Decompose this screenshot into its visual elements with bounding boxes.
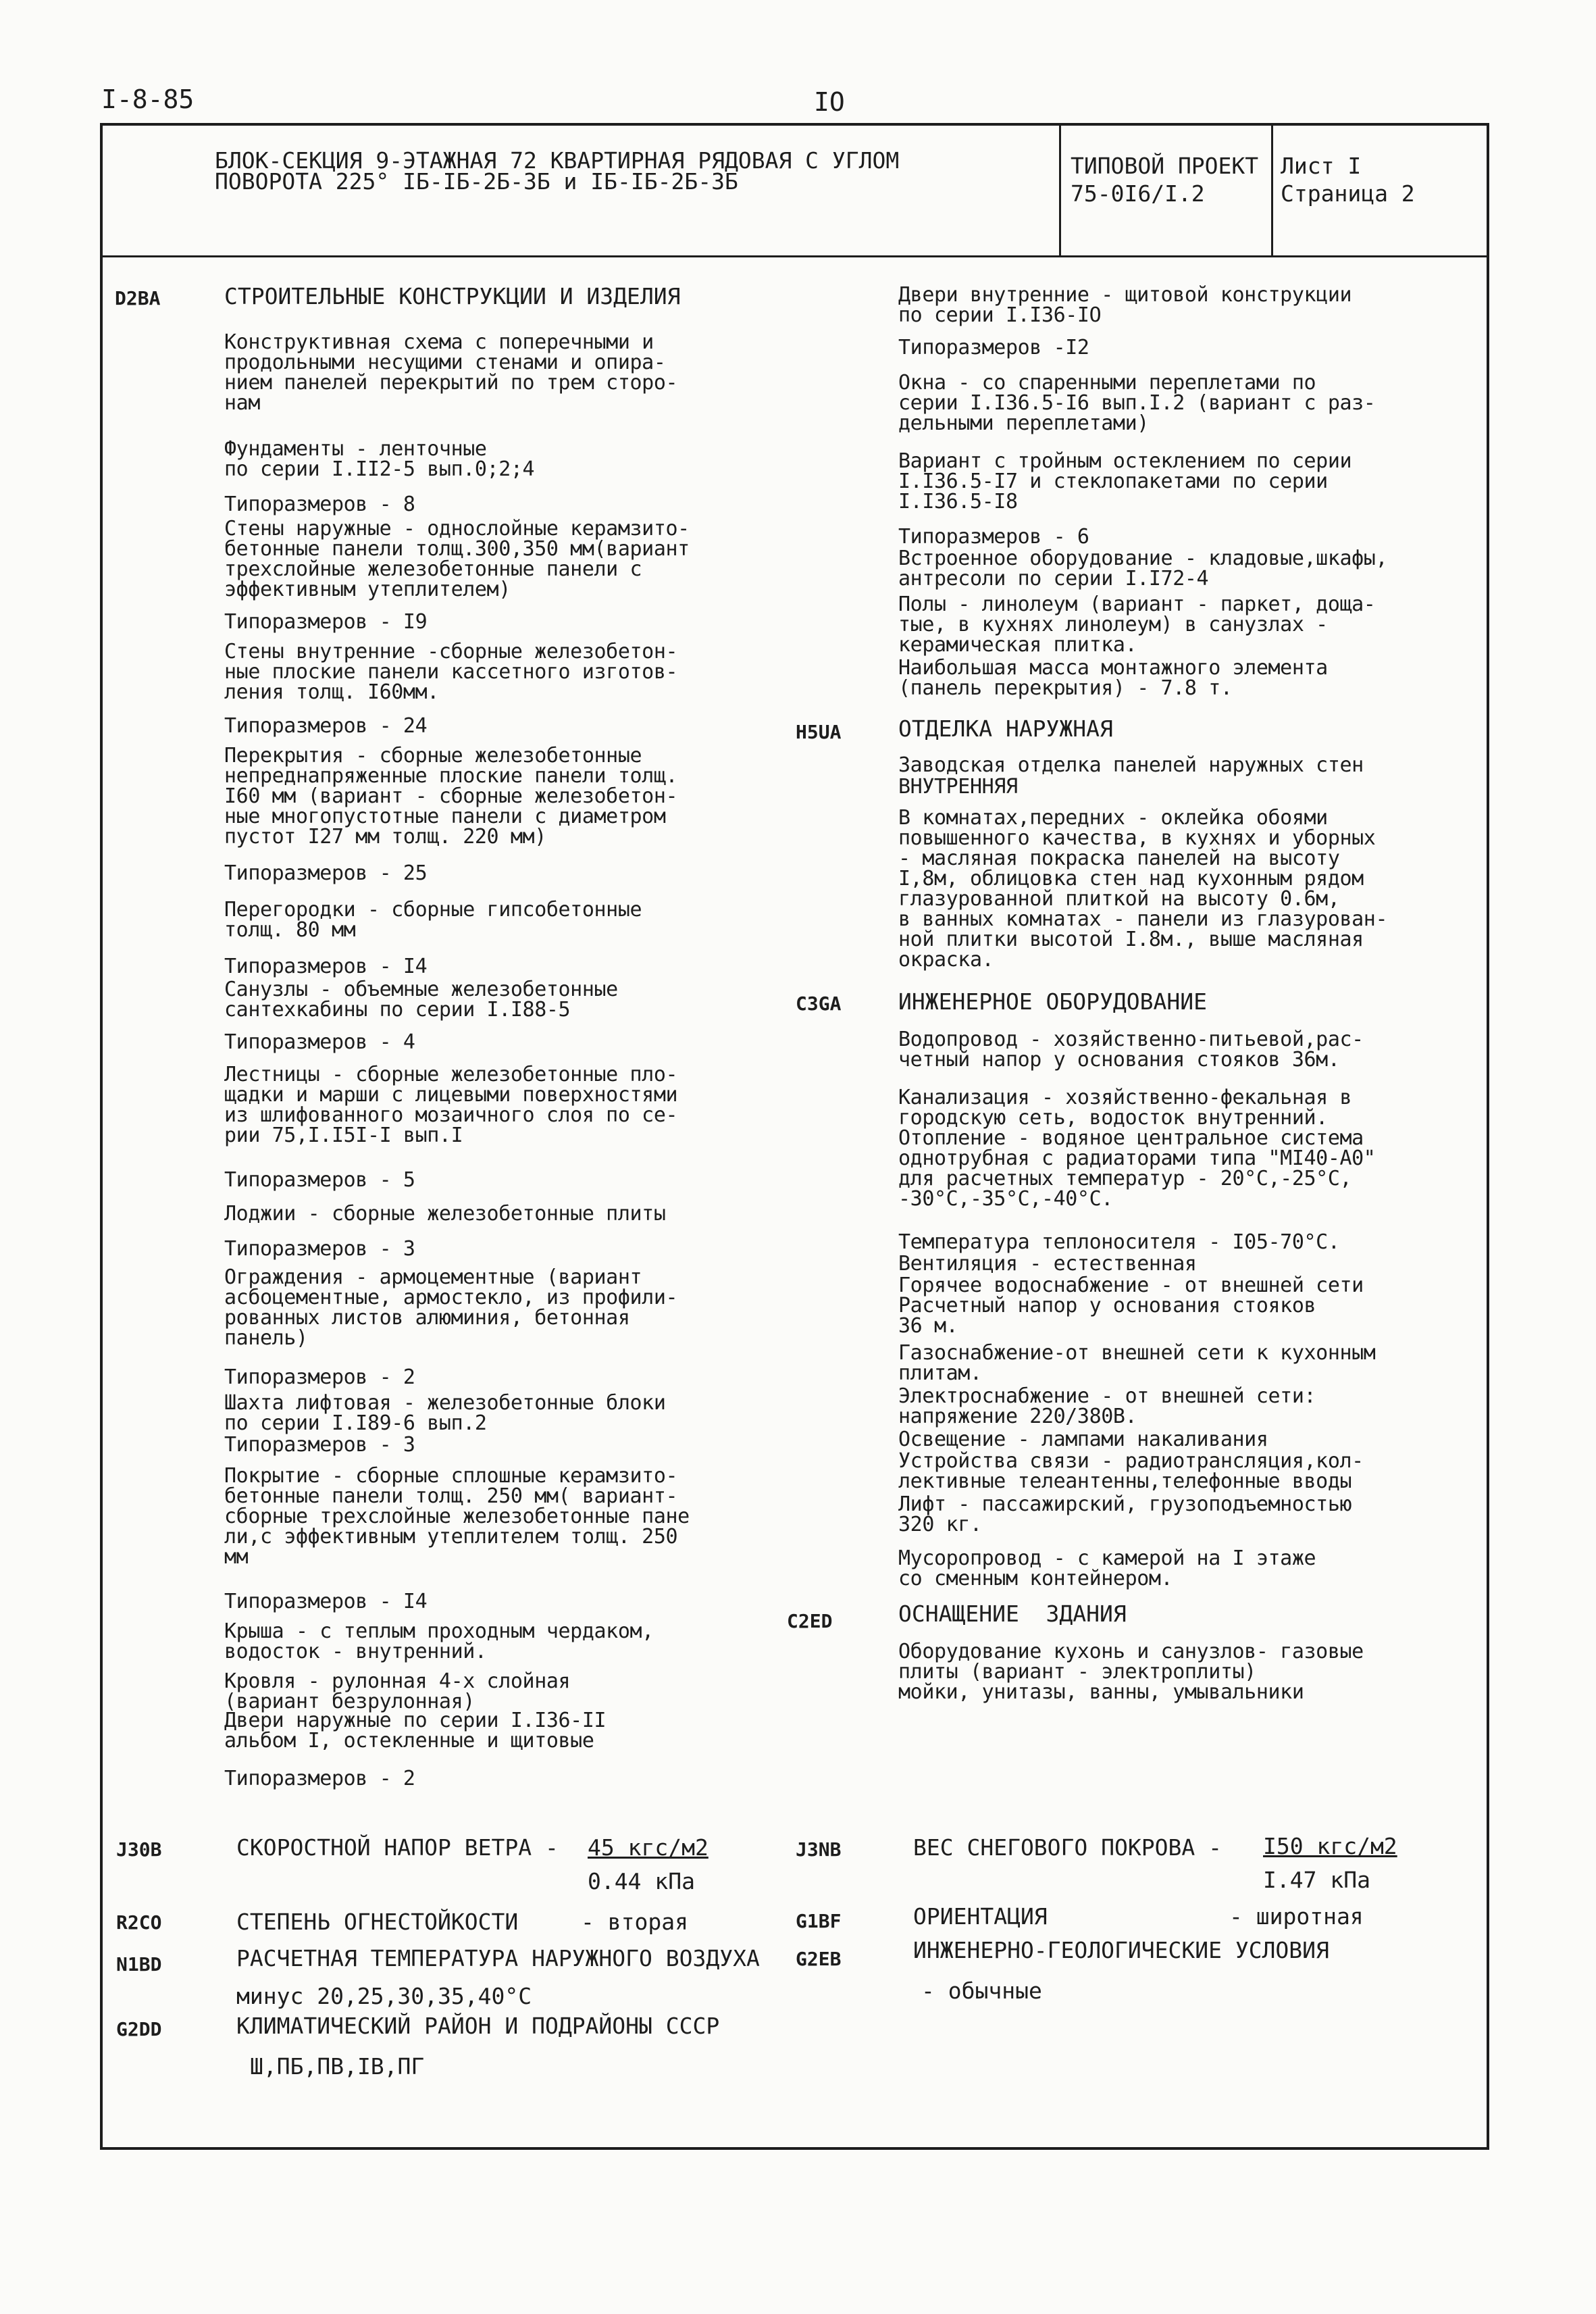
climate-region-label: КЛИМАТИЧЕСКИЙ РАЙОН И ПОДРАЙОНЫ СССР	[236, 2013, 720, 2039]
windows: Окна - со спаренными переплетами по серии I.I36.5-I6 вып.I.2 (вариант с раз- дельными переплетами)	[898, 371, 1376, 435]
elevator-shaft: Шахта лифтовая - железобетонные блоки по серии I.I89-6 вып.2	[224, 1391, 666, 1435]
internal-doors: Двери внутренние - щитовой конструкции по серии I.I36-IO	[898, 283, 1352, 327]
code-g2eb: G2EB	[796, 1948, 842, 1970]
code-g1bf: G1BF	[796, 1910, 842, 1932]
external-walls: Стены наружные - однослойные керамзито- бетонные панели толщ.300,350 мм(вариант трехслойные железобетонные панели с эффективным утеплителем)	[224, 517, 690, 601]
size-count-fencing: Типоразмеров - 2	[224, 1365, 415, 1389]
code-g2dd: G2DD	[116, 2018, 162, 2040]
triple-glazing-variant: Вариант с тройным остеклением по серии I.I36.5-I7 и стеклопакетами по серии I.I36.5-I8	[898, 449, 1352, 513]
wind-pressure-value: 45 кгс/м2	[588, 1834, 709, 1861]
fire-resistance-value: - вторая	[581, 1909, 688, 1935]
max-element-mass: Наибольшая масса монтажного элемента (панель перекрытия) - 7.8 т.	[898, 656, 1328, 700]
interior-finish-heading: ВНУТРЕННЯЯ	[898, 775, 1018, 799]
roof: Крыша - с теплым проходным чердаком, водосток - внутренний.	[224, 1619, 654, 1663]
factory-finish: Заводская отделка панелей наружных стен	[898, 753, 1364, 777]
ventilation: Вентиляция - естественная	[898, 1252, 1197, 1276]
outdoor-temp-label: РАСЧЕТНАЯ ТЕМПЕРАТУРА НАРУЖНОГО ВОЗДУХА	[236, 1945, 760, 1971]
size-count-roof-covering: Типоразмеров - I4	[224, 1590, 428, 1613]
water-supply: Водопровод - хозяйственно-питьевой,рас- четный напор у основания стояков 36м.	[898, 1028, 1364, 1072]
code-n1bd: N1BD	[116, 1953, 162, 1976]
code-j30b: J30B	[116, 1838, 162, 1861]
orientation-label: ОРИЕНТАЦИЯ	[913, 1903, 1048, 1930]
document-number: I-8-85	[101, 84, 195, 114]
elevator: Лифт - пассажирский, грузоподъемностью 320 кг.	[898, 1492, 1352, 1536]
page-label: Страница 2	[1281, 180, 1415, 207]
sheet-block	[1281, 153, 1415, 207]
header-divider-2	[1271, 123, 1273, 257]
section-heading-exterior-finish: ОТДЕЛКА НАРУЖНАЯ	[898, 715, 1113, 742]
external-doors: Двери наружные по серии I.I36-II альбом I, остекленные и щитовые	[224, 1709, 607, 1753]
wind-pressure-value-kpa: 0.44 кПа	[588, 1868, 695, 1894]
fencing: Ограждения - армоцементные (вариант асбоцементные, армостекло, из профили- рованных листов алюминия, бетонная панель)	[224, 1265, 678, 1350]
snow-load-value-kpa: I.47 кПа	[1263, 1867, 1370, 1893]
header-title-line1: БЛОК-СЕКЦИЯ 9-ЭТАЖНАЯ 72 КВАРТИРНАЯ РЯДОВАЯ С УГЛОМ	[215, 147, 900, 174]
section-heading-engineering: ИНЖЕНЕРНОЕ ОБОРУДОВАНИЕ	[898, 988, 1207, 1015]
size-count-internal-doors: Типоразмеров -I2	[898, 336, 1089, 359]
code-r2co: R2CO	[116, 1911, 162, 1934]
geo-conditions-label: ИНЖЕНЕРНО-ГЕОЛОГИЧЕСКИЕ УСЛОВИЯ	[913, 1937, 1329, 1963]
foundations: Фундаменты - ленточные по серии I.II2-5 вып.0;2;4	[224, 437, 535, 481]
size-count-external-walls: Типоразмеров - I9	[224, 610, 428, 634]
interior-finish: В комнатах,передних - оклейка обоями повышенного качества, в кухнях и уборных - масляная покраска панелей на высоту I,8м, облицовка стен над кухонным рядом глазурованной плиткой на высоту 0.6м, в ванных комнатах - панели из глазурован- ной плитки высотой I.8м., выше масляная окраска.	[898, 806, 1388, 972]
kitchen-bath-equipment: Оборудование кухонь и санузлов- газовые плиты (вариант - электроплиты) мойки, унитазы, ванны, умывальники	[898, 1640, 1364, 1704]
header-divider-1	[1059, 123, 1061, 257]
construction-scheme: Конструктивная схема с поперечными и продольными несущими стенами и опира- нием панелей перекрытий по трем сторо- нам	[224, 330, 678, 415]
climate-region-value: Ш,ПБ,ПВ,IВ,ПГ	[250, 2053, 425, 2080]
communications: Устройства связи - радиотрансляция,кол- лективные телеантенны,телефонные вводы	[898, 1449, 1364, 1493]
size-count-elevator-shaft: Типоразмеров - 3	[224, 1433, 415, 1457]
project-number: 75-0I6/I.2	[1071, 180, 1205, 207]
partitions: Перегородки - сборные гипсобетонные толщ. 80 мм	[224, 898, 642, 942]
garbage-chute: Мусоропровод - с камерой на I этаже со сменным контейнером.	[898, 1546, 1316, 1590]
fire-resistance-label: СТЕПЕНЬ ОГНЕСТОЙКОСТИ	[236, 1909, 519, 1935]
size-count-foundations: Типоразмеров - 8	[224, 493, 415, 516]
header-title-line2: ПОВОРОТА 225° IБ-IБ-2Б-3Б и IБ-IБ-2Б-3Б	[215, 168, 738, 195]
lighting: Освещение - лампами накаливания	[898, 1428, 1268, 1451]
coolant-temperature: Температура теплоносителя - I05-70°С.	[898, 1230, 1340, 1254]
wind-pressure-label: СКОРОСТНОЙ НАПОР ВЕТРА -	[236, 1834, 559, 1861]
size-count-bathroom-units: Типоразмеров - 4	[224, 1030, 415, 1054]
code-c2ed: C2ED	[787, 1610, 833, 1632]
loggias: Лоджии - сборные железобетонные плиты	[224, 1202, 666, 1226]
roof-covering: Покрытие - сборные сплошные керамзито- бетонные панели толщ. 250 мм( вариант- сборные трехслойные железобетонные пане ли,с эффективным утеплителем толщ. 250 мм	[224, 1464, 690, 1569]
code-h5ua: H5UA	[796, 721, 842, 743]
heating: Отопление - водяное центральное система однотрубная с радиаторами типа "МI40-А0" для расчетных температур - 20°С,-25°С, -30°С,-35°С,-40°С.	[898, 1126, 1376, 1211]
geo-conditions-value: - обычные	[921, 1978, 1042, 2004]
size-count-external-doors: Типоразмеров - 2	[224, 1767, 415, 1790]
bathroom-units: Санузлы - объемные железобетонные сантехкабины по серии I.I88-5	[224, 978, 618, 1022]
floor-slabs: Перекрытия - сборные железобетонные непреднапряженные плоские панели толщ. I60 мм (вариант - сборные железобетон- ные многопустотные панели с диаметром пустот I27 мм толщ. 220 мм)	[224, 744, 678, 849]
header-bottom-rule	[100, 255, 1489, 257]
size-count-loggias: Типоразмеров - 3	[224, 1237, 415, 1261]
power-supply: Электроснабжение - от внешней сети: напряжение 220/380В.	[898, 1384, 1316, 1428]
snow-load-label: ВЕС СНЕГОВОГО ПОКРОВА -	[913, 1834, 1222, 1861]
orientation-value: - широтная	[1229, 1903, 1364, 1930]
gas-supply: Газоснабжение-от внешней сети к кухонным плитам.	[898, 1341, 1376, 1385]
code-d2ba: D2BA	[115, 287, 161, 309]
project-block	[1071, 153, 1259, 207]
built-in-equipment: Встроенное оборудование - кладовые,шкафы, антресоли по серии I.I72-4	[898, 547, 1388, 590]
size-count-internal-walls: Типоразмеров - 24	[224, 714, 428, 738]
outdoor-temp-value: минус 20,25,30,35,40°С	[236, 1983, 532, 2009]
roofing: Кровля - рулонная 4-х слойная (вариант безрулонная)	[224, 1669, 571, 1713]
snow-load-value: I50 кгс/м2	[1263, 1833, 1397, 1859]
floors: Полы - линолеум (вариант - паркет, доща- тые, в кухнях линолеум) в санузлах - керамическая плитка.	[898, 593, 1376, 657]
header-title	[215, 147, 900, 195]
page-number: IO	[814, 87, 845, 117]
code-j3nb: J3NB	[796, 1838, 842, 1861]
internal-walls: Стены внутренние -сборные железобетон- ные плоские панели кассетного изготов- ления толщ. I60мм.	[224, 640, 678, 704]
code-c3ga: C3GA	[796, 992, 842, 1015]
size-count-floor-slabs: Типоразмеров - 25	[224, 861, 428, 885]
size-count-partitions: Типоразмеров - I4	[224, 955, 428, 978]
project-label: ТИПОВОЙ ПРОЕКТ	[1071, 153, 1259, 179]
stairs: Лестницы - сборные железобетонные пло- щадки и марши с лицевыми поверхностями из шлифованного мозаичного слоя по се- рии 75,I.I5I-I вып.I	[224, 1063, 678, 1147]
hot-water: Горячее водоснабжение - от внешней сети Расчетный напор у основания стояков 36 м.	[898, 1274, 1364, 1338]
sheet-label: Лист I	[1281, 153, 1362, 179]
size-count-stairs: Типоразмеров - 5	[224, 1168, 415, 1192]
sewerage: Канализация - хозяйственно-фекальная в городскую сеть, водосток внутренний.	[898, 1086, 1352, 1130]
size-count-windows: Типоразмеров - 6	[898, 525, 1089, 549]
section-heading-equipment: ОСНАЩЕНИЕ ЗДАНИЯ	[898, 1601, 1127, 1627]
section-heading-construction: СТРОИТЕЛЬНЫЕ КОНСТРУКЦИИ И ИЗДЕЛИЯ	[224, 283, 681, 309]
